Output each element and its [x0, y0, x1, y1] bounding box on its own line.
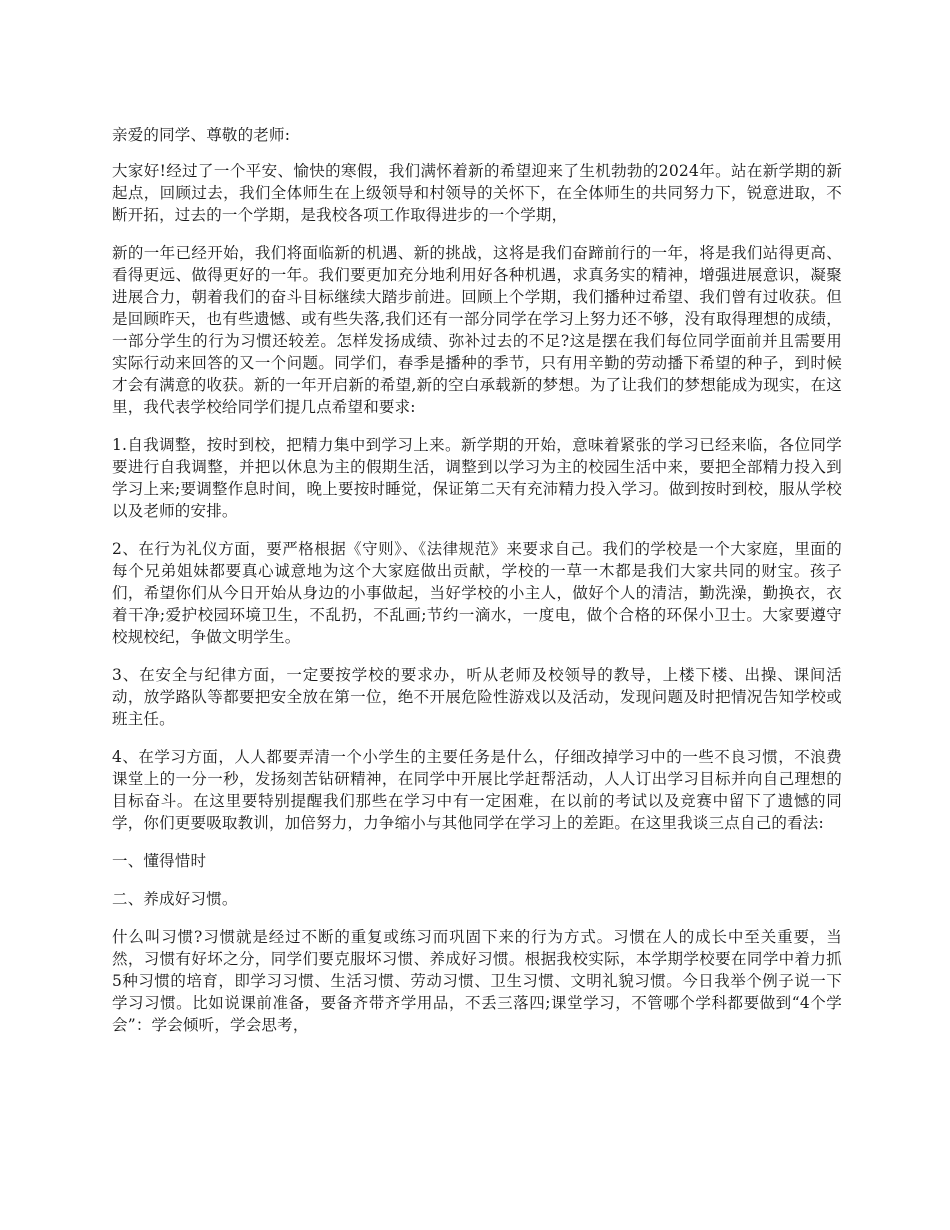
paragraph-point-1: 1.自我调整，按时到校，把精力集中到学习上来。新学期的开始，意味着紧张的学习已经来临，各位同学要进行自我调整，并把以休息为主的假期生活，调整到以学习为主的校园生活中来，要把全部精力投入到学习上来;要调整作息时间，晚上要按时睡觉，保证第二天有充沛精力投入学习。做到按时到校，服从学校以及老师的安排。 [112, 436, 842, 520]
section-heading-2: 二、养成好习惯。 [112, 890, 238, 908]
paragraph-intro: 大家好!经过了一个平安、愉快的寒假，我们满怀着新的希望迎来了生机勃勃的2024年。站在新学期的新起点，回顾过去，我们全体师生在上级领导和村领导的关怀下，在全体师生的共同努力下，锐意进取，不断开拓，过去的一个学期，是我校各项工作取得进步的一个学期， [112, 162, 842, 224]
greeting: 亲爱的同学、尊敬的老师: [112, 126, 291, 144]
paragraph-new-year: 新的一年已经开始，我们将面临新的机遇、新的挑战，这将是我们奋蹄前行的一年，将是我们站得更高、看得更远、做得更好的一年。我们要更加充分地利用好各种机遇，求真务实的精神，增强进展意识，凝聚进展合力，朝着我们的奋斗目标继续大踏步前进。回顾上个学期，我们播种过希望、我们曾有过收获。但是回顾昨天，也有些遗憾、或有些失落,我们还有一部分同学在学习上努力还不够，没有取得理想的成绩，一部分学生的行为习惯还较差。怎样发扬成绩、弥补过去的不足?这是摆在我们每位同学面前并且需要用实际行动来回答的又一个问题。同学们，春季是播种的季节，只有用辛勤的劳动播下希望的种子，到时候才会有满意的收获。新的一年开启新的希望,新的空白承载新的梦想。为了让我们的梦想能成为现实，在这里，我代表学校给同学们提几点希望和要求: [112, 244, 842, 416]
paragraph-habits: 什么叫习惯?习惯就是经过不断的重复或练习而巩固下来的行为方式。习惯在人的成长中至关重要，当然，习惯有好坏之分，同学们要克服坏习惯、养成好习惯。根据我校实际，本学期学校要在同学中着力抓5种习惯的培育，即学习习惯、生活习惯、劳动习惯、卫生习惯、文明礼貌习惯。今日我举个例子说一下学习习惯。比如说课前准备，要备齐带齐学用品，不丢三落四;课堂学习，不管哪个学科都要做到“4个学会”：学会倾听，学会思考， [112, 928, 842, 1034]
section-heading-1: 一、懂得惜时 [112, 852, 207, 870]
paragraph-point-4: 4、在学习方面，人人都要弄清一个小学生的主要任务是什么，仔细改掉学习中的一些不良习惯，不浪费课堂上的一分一秒，发扬刻苦钻研精神，在同学中开展比学赶帮活动，人人订出学习目标并向自己理想的目标奋斗。在这里要特别提醒我们那些在学习中有一定困难，在以前的考试以及竞赛中留下了遗憾的同学，你们更要吸取教训，加倍努力，力争缩小与其他同学在学习上的差距。在这里我谈三点自己的看法: [112, 748, 842, 832]
paragraph-point-2: 2、在行为礼仪方面，要严格根据《守则》、《法律规范》来要求自己。我们的学校是一个大家庭，里面的每个兄弟姐妹都要真心诚意地为这个大家庭做出贡献，学校的一草一木都是我们大家共同的财宝。孩子们，希望你们从今日开始从身边的小事做起，当好学校的小主人，做好个人的清洁，勤洗澡，勤换衣，衣着干净;爱护校园环境卫生，不乱扔，不乱画;节约一滴水，一度电，做个合格的环保小卫士。大家要遵守校规校纪，争做文明学生。 [112, 540, 842, 646]
document-page [112, 124, 842, 1052]
paragraph-point-3: 3、在安全与纪律方面，一定要按学校的要求办，听从老师及校领导的教导，上楼下楼、出操、课间活动，放学路队等都要把安全放在第一位，绝不开展危险性游戏以及活动，发现问题及时把情况告知学校或班主任。 [112, 666, 842, 728]
